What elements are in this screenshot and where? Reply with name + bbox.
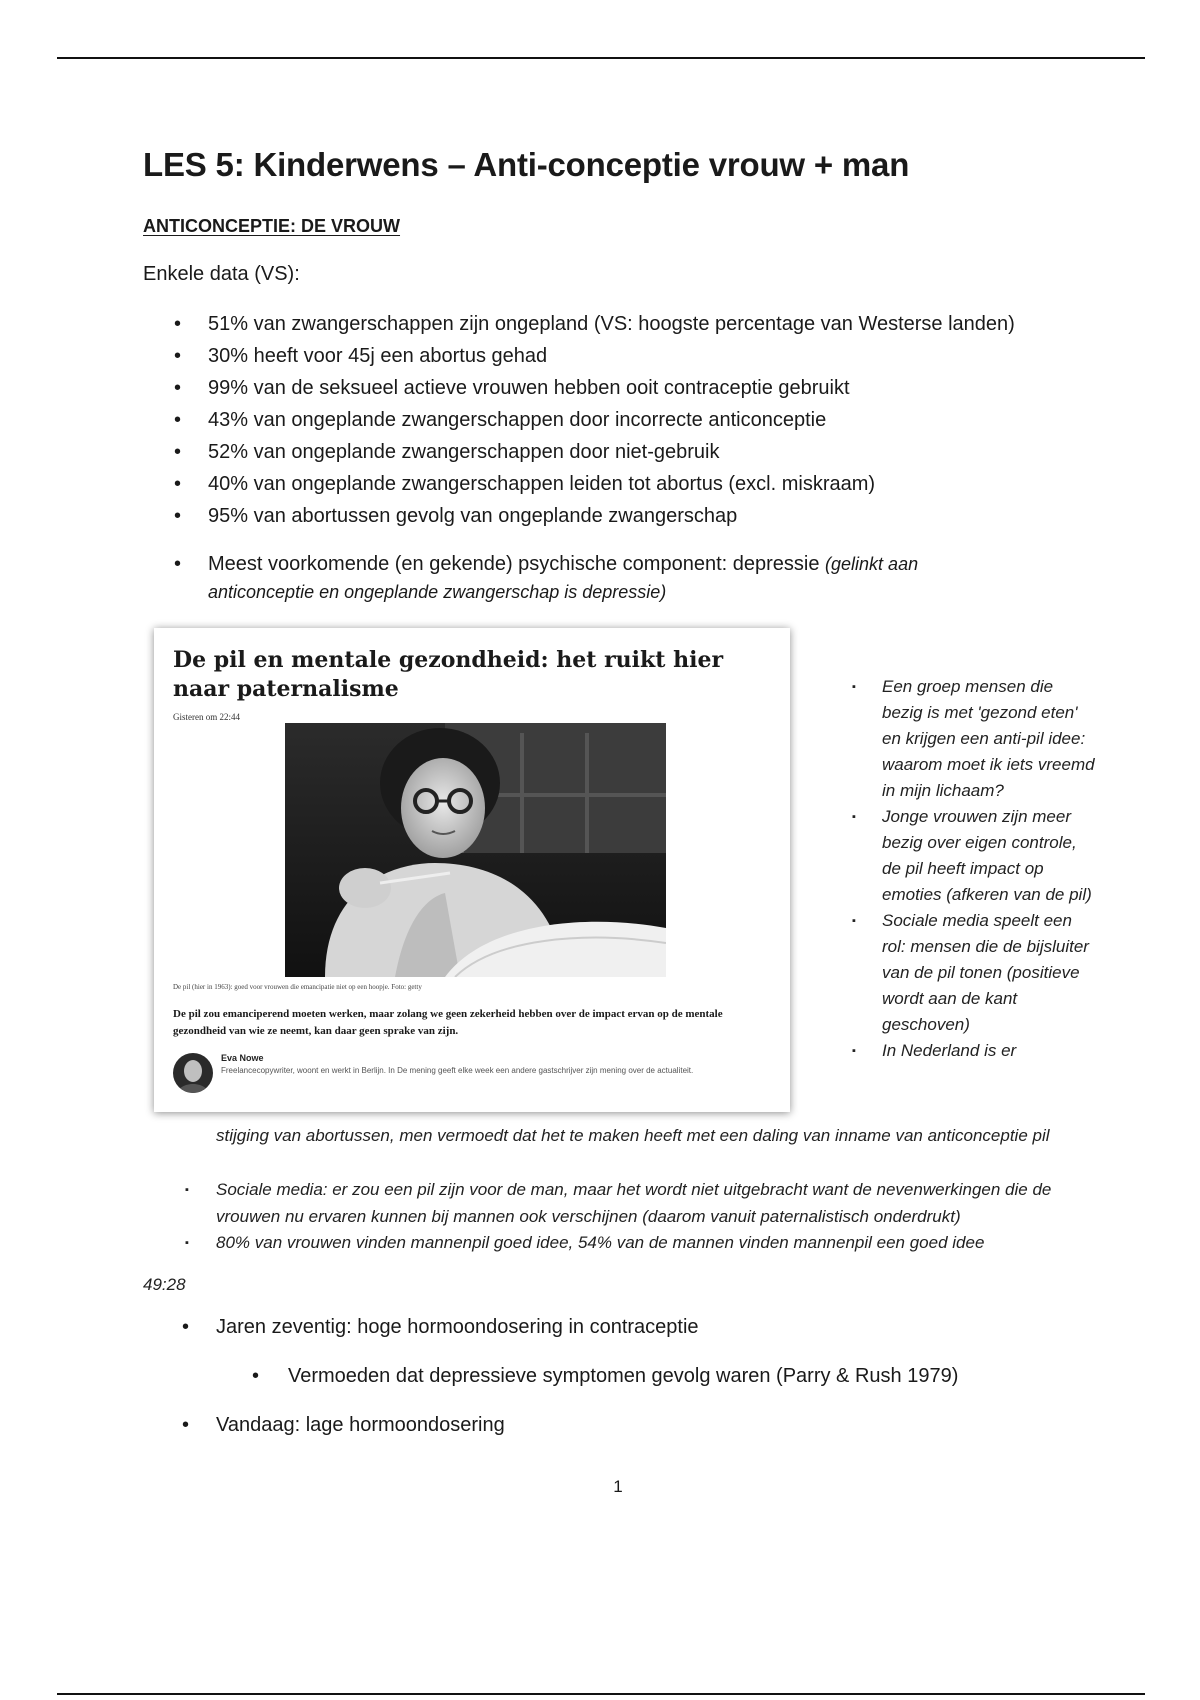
list-item: ▪ In Nederland is er [882,1038,1097,1064]
section-heading: ANTICONCEPTIE: DE VROUW [143,216,401,236]
header-rule [57,57,1145,59]
bullet-icon: • [174,377,182,399]
history-subitem: • Vermoeden dat depressieve symptomen gevolg waren (Parry & Rush 1979) [252,1365,959,1387]
bullet-icon: • [174,313,182,335]
author-name: Eva Nowe [221,1053,264,1063]
history-item: • Jaren zeventig: hoge hormoondosering in contraceptie [182,1316,699,1338]
square-bullet-icon: ▪ [185,1237,189,1249]
bullet-icon: • [174,553,182,575]
bullet-icon: • [174,473,182,495]
depression-text: Meest voorkomende (en gekende) psychische component: depressie [208,553,820,575]
page-number: 1 [613,1477,623,1496]
timestamp: 49:28 [143,1275,186,1294]
bullet-icon: • [174,441,182,463]
list-item: • 52% van ongeplande zwangerschappen door niet-gebruik [208,438,1015,470]
list-item: ▪ Sociale media speelt een rol: mensen die de bijsluiter van de pil tonen (positieve wordt aan de kant geschoven) [882,908,1097,1038]
list-item: • 95% van abortussen gevolg van ongeplande zwangerschap [208,502,1015,534]
square-bullet-icon: ▪ [852,811,856,823]
avatar [173,1053,213,1093]
footer-rule [57,1693,1145,1695]
article-screenshot [154,628,790,1112]
article-lead: De pil zou emanciperend moeten werken, maar zolang we geen zekerheid hebben over de impact ervan op de mentale gezondheid van wie ze neemt, kan daar geen sprake van zijn. [173,1008,723,1037]
square-bullet-icon: ▪ [852,1045,856,1057]
list-item: ▪ 80% van vrouwen vinden mannenpil goed idee, 54% van de mannen vinden mannenpil een goed idee [216,1230,1116,1257]
bullet-icon: • [182,1414,190,1436]
author-bio: Freelancecopywriter, woont en werkt in Berlijn. In De mening geeft elke week een andere gastschrijver zijn mening over de actualiteit. [221,1066,694,1075]
list-item: ▪ Een groep mensen die bezig is met 'gezond eten' en krijgen een anti-pil idee: waarom moet ik iets vreemd in mijn lichaam? [882,674,1097,804]
list-item: ▪ Sociale media: er zou een pil zijn voor de man, maar het wordt niet uitgebracht want de nevenwerkingen die de vrouwen nu ervaren kunnen bij mannen ook verschijnen (daarom vanuit paternalistisch onderdrukt) [216,1177,1116,1230]
list-item [174,550,1028,606]
list-item: ▪ Jonge vrouwen zijn meer bezig over eigen controle, de pil heeft impact op emoties (afkeren van de pil) [882,804,1097,908]
depression-note: (gelinkt aan anticonceptie en ongeplande zwangerschap is depressie) [208,554,919,602]
bullet-icon: • [174,345,182,367]
more-notes [185,1177,1116,1257]
history-item: • Vandaag: lage hormoondosering [182,1414,505,1436]
square-bullet-icon: ▪ [852,915,856,927]
square-bullet-icon: ▪ [852,681,856,693]
article-date: Gisteren om 22:44 [173,712,240,722]
stats-list [174,310,1015,534]
list-item: • 43% van ongeplande zwangerschappen door incorrecte anticonceptie [208,406,1015,438]
list-item: • 51% van zwangerschappen zijn ongepland (VS: hoogste percentage van Westerse landen) [208,310,1015,342]
depression-list [174,550,1028,606]
bullet-icon: • [174,505,182,527]
article-title: De pil en mentale gezondheid: het ruikt hier naar paternalisme [173,647,724,702]
bullet-icon: • [174,409,182,431]
intro-text: Enkele data (VS): [143,263,300,285]
bullet-icon: • [182,1316,190,1338]
list-item: • 99% van de seksueel actieve vrouwen hebben ooit contraceptie gebruikt [208,374,1015,406]
bullet-icon: • [252,1365,260,1387]
article-photo [285,723,666,977]
side-notes [852,674,1097,1064]
article-caption: De pil (hier in 1963): goed voor vrouwen die emancipatie niet op een hoopje. Foto: getty [173,983,422,991]
page-title: LES 5: Kinderwens – Anti-conceptie vrouw + man [143,146,910,183]
side-note-continuation: stijging van abortussen, men vermoedt dat het te maken heeft met een daling van inname van anticonceptie pil [216,1126,1050,1145]
square-bullet-icon: ▪ [185,1184,189,1196]
list-item: • 40% van ongeplande zwangerschappen leiden tot abortus (excl. miskraam) [208,470,1015,502]
list-item: • 30% heeft voor 45j een abortus gehad [208,342,1015,374]
